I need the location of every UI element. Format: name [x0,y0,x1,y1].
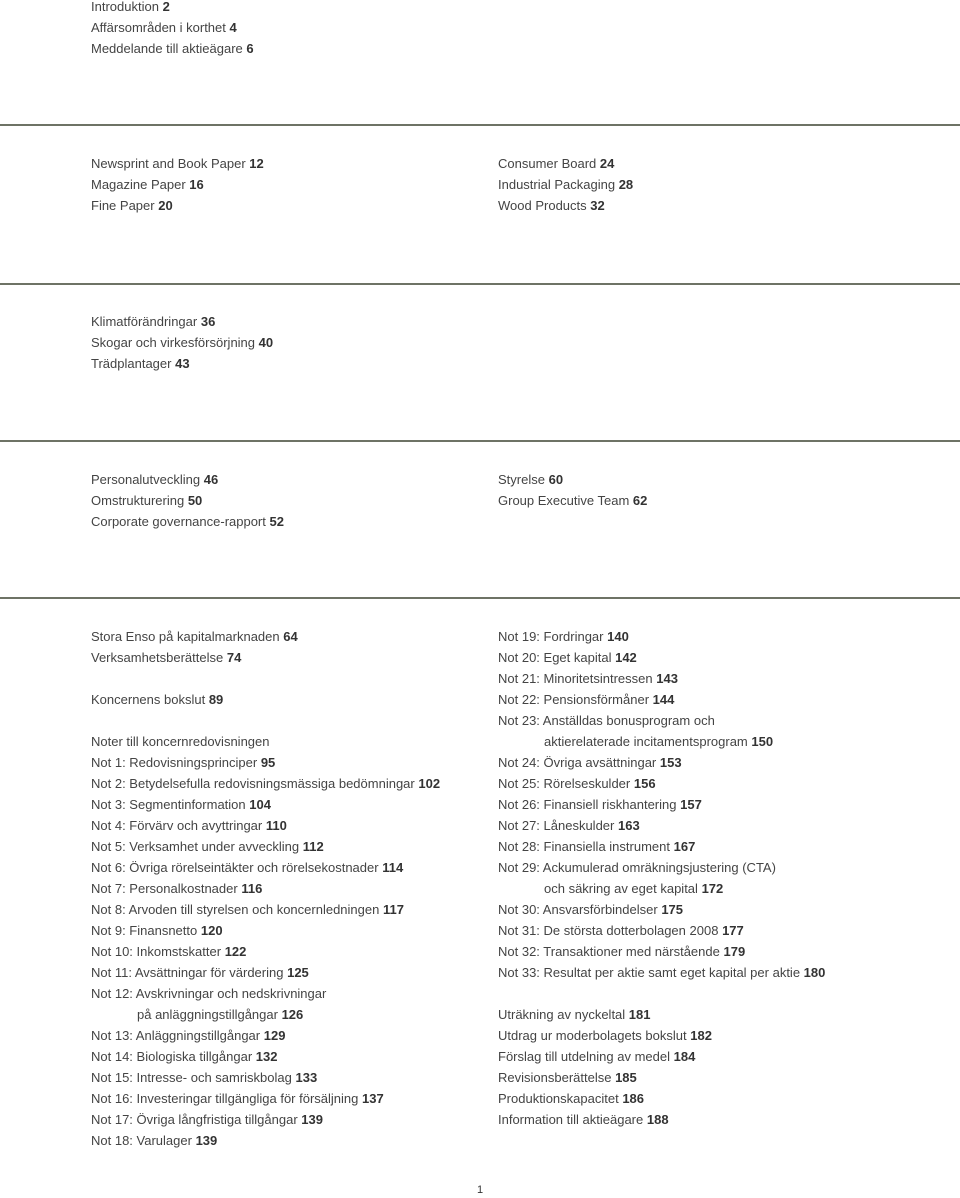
toc-entry-title: Meddelande till aktieägare [91,41,243,56]
toc-entry [498,878,825,899]
toc-entry-page: 2 [162,0,170,14]
toc-entry-page: 24 [599,156,615,171]
toc-entry [91,311,273,332]
toc-entry-title: Not 13: Anläggningstillgångar [91,1028,261,1043]
toc-entry [498,752,825,773]
toc-entry-page: 181 [628,1007,651,1022]
toc-entry [498,1046,825,1067]
toc-entry-page: 185 [615,1070,637,1085]
toc-entry-page: 116 [241,881,263,896]
toc-entry-page: 102 [418,776,441,791]
toc-entry-title: Corporate governance-rapport [91,514,266,529]
toc-entry-page: 177 [722,923,744,938]
toc-entry-page: 126 [281,1007,304,1022]
toc-entry-title: Not 8: Arvoden till styrelsen och koncernledningen [91,902,380,917]
toc-entry-page: 104 [249,797,271,812]
toc-entry-title: Not 9: Finansnetto [91,923,198,938]
toc-entry-page: 157 [680,797,702,812]
toc-entry-title: Not 26: Finansiell riskhantering [498,797,677,812]
toc-entry [91,626,440,647]
toc-entry [91,0,254,17]
toc-entry-title: Not 15: Intresse- och samriskbolag [91,1070,292,1085]
toc-entry [498,689,825,710]
toc-entry [498,920,825,941]
toc-entry-title: Not 30: Ansvarsförbindelser [498,902,658,917]
toc-entry [91,962,440,983]
toc-entry-title: aktierelaterade incitamentsprogram [544,734,748,749]
toc-entry [498,899,825,920]
toc-entry [91,1046,440,1067]
toc-entry-title: Not 20: Eget kapital [498,650,612,665]
toc-entry [498,962,825,983]
toc-entry-title: Not 3: Segmentinformation [91,797,246,812]
toc-entry-title: Klimatförändringar [91,314,198,329]
toc-entry-page: 132 [255,1049,278,1064]
toc-entry [498,1088,825,1109]
toc-entry [498,941,825,962]
toc-entry-title: Newsprint and Book Paper [91,156,246,171]
toc-entry-page: 163 [617,818,640,833]
toc-entry-page: 122 [224,944,247,959]
toc-entry [498,1004,825,1025]
toc-entry-page: 20 [158,198,173,213]
toc-entry [91,1067,440,1088]
toc-entry-page: 62 [632,493,648,508]
toc-entry-page: 28 [618,177,634,192]
toc-entry-page: 4 [229,20,237,35]
toc-entry-page: 129 [263,1028,286,1043]
toc-entry [498,1025,825,1046]
toc-entry-page: 16 [189,177,204,192]
toc-entry-page: 133 [295,1070,318,1085]
toc-entry-title: Not 33: Resultat per aktie samt eget kapital per aktie [498,965,801,980]
toc-entry-page: 52 [269,514,284,529]
toc-entry-page: 89 [208,692,224,707]
toc-section-governance-right [498,469,647,511]
toc-spacer [91,710,440,731]
toc-entry-page: 156 [633,776,656,791]
toc-entry-title: Fine Paper [91,198,155,213]
toc-entry [91,878,440,899]
toc-entry-title: Affärsområden i korthet [91,20,226,35]
toc-section-forests [91,311,273,374]
toc-entry-page: 179 [723,944,746,959]
toc-entry-page: 12 [249,156,264,171]
toc-spacer [91,668,440,689]
toc-entry-page: 153 [659,755,682,770]
toc-entry [91,1088,440,1109]
toc-entry [91,1130,440,1151]
toc-entry [91,752,440,773]
toc-entry-page: 180 [803,965,826,980]
toc-entry [91,1004,440,1025]
toc-entry-page: 95 [260,755,276,770]
page-number: 1 [476,1184,484,1196]
toc-entry [498,626,825,647]
toc-entry-page: 150 [751,734,774,749]
section-divider [0,597,960,599]
toc-entry-title: Wood Products [498,198,587,213]
toc-entry-title: Verksamhetsberättelse [91,650,224,665]
toc-entry [498,710,825,731]
toc-entry-title: Not 6: Övriga rörelseintäkter och rörelsekostnader [91,860,379,875]
toc-entry-title: Not 2: Betydelsefulla redovisningsmässiga bedömningar [91,776,415,791]
toc-entry [498,773,825,794]
toc-entry [91,899,440,920]
toc-entry-title: Omstrukturering [91,493,185,508]
toc-entry-page: 120 [200,923,223,938]
toc-entry [91,353,273,374]
toc-entry [91,647,440,668]
toc-entry-title: Not 7: Personalkostnader [91,881,238,896]
toc-entry-page: 43 [175,356,190,371]
toc-entry [498,490,647,511]
toc-entry-title: Not 21: Minoritetsintressen [498,671,653,686]
toc-entry-page: 36 [200,314,216,329]
toc-entry-page: 64 [283,629,298,644]
toc-entry-title: Introduktion [91,0,159,14]
toc-entry-title: Förslag till utdelning av medel [498,1049,670,1064]
toc-entry-page: 140 [607,629,629,644]
toc-entry-title: Not 11: Avsättningar för värdering [91,965,284,980]
toc-entry [498,1067,825,1088]
toc-entry [91,1025,440,1046]
toc-section-business-areas-right [498,153,633,216]
toc-section-financials-right [498,626,825,1130]
toc-entry-title: Not 14: Biologiska tillgångar [91,1049,253,1064]
toc-section-business-areas-left [91,153,264,216]
toc-entry-title: Skogar och virkesförsörjning [91,335,256,350]
toc-spacer [498,983,825,1004]
toc-entry-title: Consumer Board [498,156,597,171]
toc-entry-page: 139 [301,1112,323,1127]
toc-section-financials-left [91,626,440,1151]
section-divider [0,124,960,126]
toc-entry-title: Styrelse [498,472,545,487]
toc-entry-page: 137 [362,1091,384,1106]
toc-entry [91,1109,440,1130]
toc-entry [91,857,440,878]
toc-entry [91,920,440,941]
toc-entry-page: 40 [258,335,274,350]
toc-entry [498,668,825,689]
toc-entry [498,857,825,878]
toc-entry-page: 110 [265,818,287,833]
toc-entry [498,815,825,836]
toc-entry-title: Not 25: Rörelseskulder [498,776,631,791]
toc-entry-title: Not 5: Verksamhet under avveckling [91,839,300,854]
toc-entry-page: 184 [673,1049,696,1064]
toc-entry [91,490,284,511]
toc-entry-page: 144 [652,692,675,707]
toc-entry-title: Trädplantager [91,356,172,371]
section-divider [0,283,960,285]
toc-entry-title: Not 16: Investeringar tillgängliga för försäljning [91,1091,359,1106]
toc-entry [498,647,825,668]
toc-entry-title: Not 28: Finansiella instrument [498,839,670,854]
toc-entry-title: Personalutveckling [91,472,201,487]
toc-entry-title: Koncernens bokslut [91,692,206,707]
toc-entry-title: Not 32: Transaktioner med närstående [498,944,720,959]
toc-entry-title: Not 10: Inkomstskatter [91,944,222,959]
toc-entry-title: Not 29: Ackumulerad omräkningsjustering (CTA) [498,860,776,875]
toc-entry-title: Not 1: Redovisningsprinciper [91,755,258,770]
toc-entry-page: 32 [590,198,605,213]
toc-entry [91,38,254,59]
toc-entry [498,794,825,815]
toc-entry-title: Uträkning av nyckeltal [498,1007,626,1022]
toc-entry [91,153,264,174]
toc-entry-page: 114 [382,860,404,875]
toc-entry-title: Not 12: Avskrivningar och nedskrivningar [91,986,327,1001]
toc-entry [91,941,440,962]
toc-entry-page: 74 [226,650,242,665]
toc-entry-title: Utdrag ur moderbolagets bokslut [498,1028,687,1043]
toc-entry [498,731,825,752]
toc-entry-page: 188 [646,1112,669,1127]
toc-entry [91,983,440,1004]
toc-section-governance-left [91,469,284,532]
toc-entry-title: Not 17: Övriga långfristiga tillgångar [91,1112,298,1127]
toc-entry-title: Not 18: Varulager [91,1133,192,1148]
toc-entry-title: på anläggningstillgångar [137,1007,278,1022]
toc-entry-title: Not 23: Anställdas bonusprogram och [498,713,715,728]
toc-entry-title: Group Executive Team [498,493,630,508]
toc-entry-title: Not 19: Fordringar [498,629,604,644]
toc-entry [91,794,440,815]
toc-entry-title: och säkring av eget kapital [544,881,698,896]
toc-entry-page: 60 [548,472,564,487]
toc-entry [91,195,264,216]
toc-entry [498,469,647,490]
toc-entry-title: Revisionsberättelse [498,1070,612,1085]
toc-entry-title: Not 27: Låneskulder [498,818,615,833]
toc-entry [91,174,264,195]
toc-entry-page: 175 [661,902,684,917]
toc-entry-title: Noter till koncernredovisningen [91,734,270,749]
toc-entry-page: 117 [382,902,404,917]
toc-entry-title: Not 31: De största dotterbolagen 2008 [498,923,719,938]
toc-entry-title: Magazine Paper [91,177,186,192]
toc-entry-title: Industrial Packaging [498,177,616,192]
toc-entry-page: 143 [656,671,678,686]
toc-entry-page: 125 [287,965,309,980]
toc-entry [91,689,440,710]
toc-entry-page: 182 [690,1028,712,1043]
toc-entry-title: Not 4: Förvärv och avyttringar [91,818,263,833]
toc-entry-page: 50 [187,493,203,508]
toc-entry [91,731,440,752]
toc-entry [91,469,284,490]
toc-section-intro [91,0,254,59]
toc-entry-page: 172 [701,881,724,896]
toc-entry-page: 167 [673,839,696,854]
section-divider [0,440,960,442]
toc-entry-title: Information till aktieägare [498,1112,644,1127]
toc-entry-title: Not 24: Övriga avsättningar [498,755,657,770]
toc-entry [91,836,440,857]
toc-entry-title: Produktionskapacitet [498,1091,619,1106]
toc-entry [91,511,284,532]
toc-entry-page: 139 [195,1133,218,1148]
toc-entry-title: Stora Enso på kapitalmarknaden [91,629,280,644]
toc-entry-title: Not 22: Pensionsförmåner [498,692,650,707]
toc-entry [498,1109,825,1130]
toc-entry [91,332,273,353]
toc-entry-page: 142 [615,650,637,665]
toc-entry [91,815,440,836]
toc-entry-page: 112 [302,839,324,854]
toc-entry-page: 186 [622,1091,645,1106]
toc-entry [498,174,633,195]
toc-entry [498,195,633,216]
toc-entry-page: 6 [246,41,254,56]
toc-entry [91,773,440,794]
toc-entry-page: 46 [203,472,219,487]
toc-entry [498,836,825,857]
toc-entry [498,153,633,174]
toc-entry [91,17,254,38]
